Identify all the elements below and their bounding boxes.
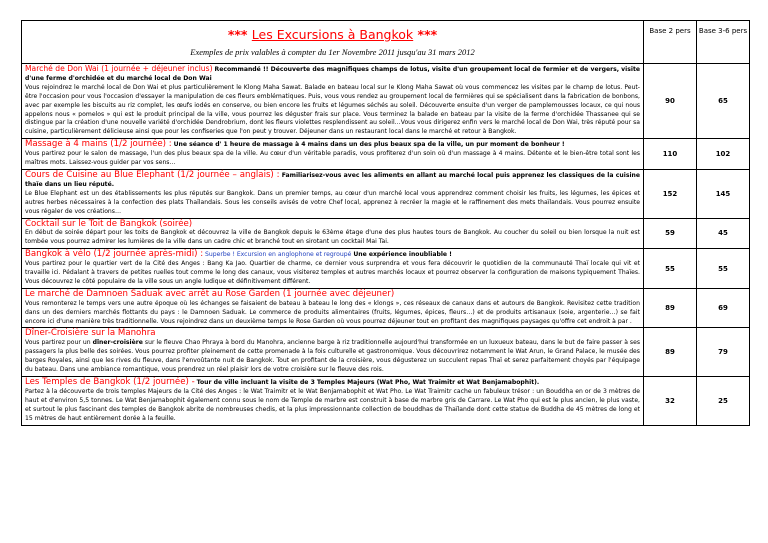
excursion-description: [22, 328, 644, 377]
excursion-title: Cours de Cuisine au Blue Elephant (1/2 journée – anglais) :: [25, 169, 280, 180]
column-header-base2: Base 2 pers: [644, 21, 697, 64]
table-row: [22, 64, 750, 139]
column-header-base36: Base 3-6 pers: [697, 21, 750, 64]
price-base36: 79: [697, 328, 750, 377]
excursion-title: Marché de Don Wai (1 journée + déjeuner inclus): [25, 64, 213, 73]
price-base2: 55: [644, 249, 697, 289]
excursion-title: Dîner-Croisière sur la Manohra: [25, 328, 156, 339]
header-row: [22, 21, 750, 64]
table-row: [22, 169, 750, 218]
excursion-description: [22, 169, 644, 218]
price-base36: 45: [697, 218, 750, 249]
excursion-title: Les Temples de Bangkok (1/2 journée) -: [25, 377, 195, 387]
excursion-body: sur le fleuve Chao Phraya à bord du Manohra, ancienne barge à riz traditionnelle aujourd'hui transformée en un luxueux bateau, dans le but de faire passer à ses passagers la plus belle des soirées. Vous pourrez profiter pleinement de cette promenade à la fois culturelle et gastronomique. Vous découvrirez notamment le Wat Arun, le Grand Palace, le musée des barges Royales, ainsi que les rives du fleuve, dans l'envoûtante nuit de Bangkok. Tout en profitant de la croisière, vous dégusterez un succulent repas Thaï et serez parfaitement choyés par l'équipage du bateau. Dans une ambiance romantique, vous prendrez un réel plaisir lors de votre croisière sur le fleuve des rois.: [25, 339, 640, 374]
price-base2: 90: [644, 64, 697, 139]
excursion-body: Vous rejoindrez le marché local de Don Wai et plus particulièrement le Klong Maha Sawat. Balade en bateau local sur le Klong Maha Sawat où vous commencez les visites par le champ de lotus. Peut-être l'occasion pour vous l'occasion d'essayer la manipulation de ces fleurs emblématiques. Puis, vous vous rendez au groupement local de fermières qui se spécialisent dans la fabrication de bonbons, avec par exemple les biscuits au riz complet, les œufs iodés en conserve, ou bien encore les fruits et légumes séchés au soleil. Découverte ensuite d'un verger de pamplemousses locaux, ce qui nous appelons nous « pomelos » qui est le produit principal de la ville, vous pourrez les déguster frais sur place. Vous terminez la balade en bateau par la visite de la ferme d'orchidée Thassanee qui se distingue par la création d'une nouvelle variété d'orchidée Dendrobrium, dont les fleurs violettes resplendissent au soleil…Vous vous dirigerez enfin vers le marché local de Don Wai, très réputé pour sa cuisine, particulièrement délicieuse ainsi que pour les confiseries que l'on peut y trouver. Déjeuner dans un restaurant local dans le marché et retour à Bangkok.: [25, 83, 640, 136]
excursion-body: Vous partirez pour le salon de massage, l'un des plus beaux spa de la ville. Au cœur d'un véritable paradis, vous profiterez d'un soin où d'un massage à 4 mains. Détente et le bien-être total sont les maîtres mots. Laissez-vous guider par vos sens…: [25, 150, 640, 167]
table-row: [22, 288, 750, 328]
excursion-headline: Tour de ville incluant la visite de 3 Temples Majeurs (Wat Pho, Wat Traimitr et Wat Benjamabophit).: [196, 379, 540, 386]
price-base2: 89: [644, 328, 697, 377]
price-base36: 55: [697, 249, 750, 289]
excursions-page: [21, 20, 749, 426]
excursions-table: [21, 20, 750, 426]
excursion-body: Vous remonterez le temps vers une autre époque où les échanges se faisaient de bateau à bateau le long des « klongs », ces réseaux de canaux dans et autours de Bangkok. Revisitez cette tradition dans un des derniers marchés flottants du pays : le Damnoen Saduak. Le commerce de produits alimentaires (fruits, légumes, épices, fleurs…) et de produits artisanaux (soie, argenterie…) se fait encore ici d'une manière très traditionnelle. Vous rejoindrez dans un deuxième temps le Rose Garden où vous pourrez déjeuner tout en profitant des magnifiques paysages qu'offre cet endroit à par .: [25, 299, 640, 325]
price-base2: 110: [644, 139, 697, 170]
excursion-body: Partez à la découverte de trois temples Majeurs de la Cité des Anges : le Wat Traimitr et le Wat Benjamabophit et Wat Pho. Le Wat Traimitr cache un fabuleux trésor : un Bouddha en or de 3 mètres de haut et d'environ 5,5 tonnes. Le Wat Benjamabophit également connu sous le nom de Temple de marbre est construit à base de marbre gris de Carrare. Le Wat Pho qui est le plus ancien, le plus vaste, et surtout le plus fascinant des temples de Bangkok abrite de nombreuses chedis, et la plus impressionnante collection de bouddhas de Thaïlande dont cette statue de Buddha de 45 mètres de long et 15 mètres de haut entièrement dorée à la feuille.: [25, 387, 640, 422]
excursion-headline: Familiarisez-vous avec les aliments en allant au marché local puis apprenez les classiques de la cuisine thaïe dans un lieu réputé.: [25, 171, 641, 188]
excursion-body-intro: Vous partirez pour un: [25, 339, 93, 347]
excursion-body: Le Blue Elephant est un des établissements les plus réputés sur Bangkok. Dans un premier temps, au cœur d'un marché local vous apprendrez comment choisir les fruits, les légumes, les épices et autres herbes nécessaires à la confection des plats Thaïlandais. Sous les conseils avisés de votre Chef local, apprenez à recréer la magie et le raffinement des mets thaïlandais. Vous pourrez ensuite vous régaler de vos créations…: [25, 189, 640, 215]
excursion-headline: Une séance d' 1 heure de massage à 4 mains dans un des plus beaux spa de la ville, un pur moment de bonheur !: [173, 141, 565, 149]
title-text: Les Excursions à Bangkok: [251, 27, 414, 42]
price-base36: 25: [697, 377, 750, 426]
table-row: [22, 139, 750, 170]
excursion-body: Vous partirez pour le quartier vert de la Cité des Anges : Bang Ka Jao. Quartier de charme, ce dernier vous surprendra et vous fera découvrir le quotidien de la communauté Thaï locale qui vit et travaille ici. Pédalant à travers de petites ruelles tout comme le long des canaux, vous visiterez temples et autres marchés locaux et pourrez observer la configuration de maisons typiquement Thaïes. Vous découvrez le côté populaire de la ville sous un angle ludique et définitivement différent.: [25, 260, 640, 285]
excursion-title: Cocktail sur le Toit de Bangkok (soirée): [25, 218, 193, 229]
price-base2: 89: [644, 288, 697, 328]
price-base36: 69: [697, 288, 750, 328]
excursion-title: Le marché de Damnoen Saduak avec arrêt au Rose Garden (1 journée avec déjeuner): [25, 288, 395, 299]
title-stars-left: ***: [227, 27, 252, 42]
excursion-description: [22, 64, 644, 139]
price-base2: 152: [644, 169, 697, 218]
price-base2: 59: [644, 218, 697, 249]
excursion-headline: Recommandé !! Découverte des magnifiques champs de lotus, visite d'un groupement local de fermier et de vergers, visite d'une ferme d'orchidée et du marché local de Don Wai: [25, 66, 641, 82]
price-base2: 32: [644, 377, 697, 426]
page-title: [22, 27, 643, 42]
excursion-tagline: Superbe ! Excursion en anglophone et regroupé: [205, 251, 352, 259]
title-stars-right: ***: [413, 27, 438, 42]
excursion-description: [22, 377, 644, 426]
page-subtitle: Exemples de prix valables à compter du 1er Novembre 2011 jusqu'au 31 mars 2012: [190, 47, 475, 57]
excursion-description: [22, 218, 644, 249]
table-row: [22, 249, 750, 289]
price-base36: 145: [697, 169, 750, 218]
table-row: [22, 328, 750, 377]
header-cell: [22, 21, 644, 64]
excursion-title: Massage à 4 mains (1/2 journée) :: [25, 139, 172, 150]
excursion-description: [22, 288, 644, 328]
excursion-description: [22, 139, 644, 170]
price-base36: 102: [697, 139, 750, 170]
excursion-description: [22, 249, 644, 289]
excursion-headline: Une expérience inoubliable !: [353, 251, 452, 259]
excursion-body-bold: dîner-croisière: [92, 339, 143, 347]
excursion-body: En début de soirée départ pour les toits de Bangkok et découvrez la ville de Bangkok depuis le 63ème étage d'une des plus hautes tours de Bangkok. Au coucher du soleil ou bien lorsque la nuit est tombée vous pourrez admirer les lumières de la ville dans un cadre chic et branché tout en sirotant un cocktail Mai Tai.: [25, 229, 640, 246]
price-base36: 65: [697, 64, 750, 139]
table-row: [22, 218, 750, 249]
table-row: [22, 377, 750, 426]
excursion-title: Bangkok à vélo (1/2 journée après-midi) :: [25, 249, 204, 260]
